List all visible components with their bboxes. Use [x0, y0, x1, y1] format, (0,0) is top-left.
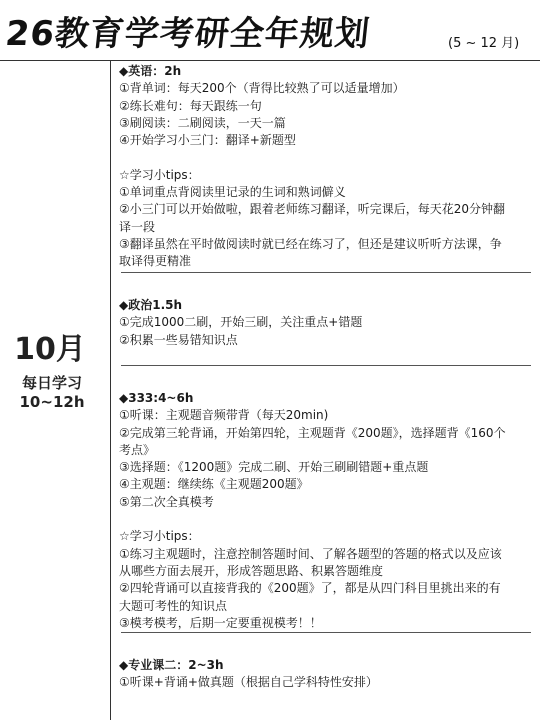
list-item: 译一段	[119, 219, 156, 234]
list-item: ①听课+背诵+做真题（根据自己学科特性安排）	[119, 675, 378, 690]
section-separator	[119, 272, 537, 273]
section-politics	[119, 297, 537, 349]
section-333	[119, 390, 537, 632]
list-item: ②小三门可以开始做啦，跟着老师练习翻译，听完课后，每天花20分钟翻	[119, 202, 506, 217]
list-item: 从哪些方面去展开，形成答题思路、积累答题维度	[119, 563, 384, 578]
blank-line	[119, 149, 537, 166]
list-item: ②练长难句：每天跟练一句	[119, 98, 262, 113]
section-heading: ◆英语：2h	[119, 64, 182, 78]
list-item: ②完成第三轮背诵，开始第四轮，主观题背《200题》，选择题背《160个	[119, 425, 506, 440]
list-item: ①练习主观题时，注意控制答题时间、了解各题型的答题的格式以及应该	[119, 546, 502, 561]
list-item: ③选择题：《1200题》完成二刷、开始三刷刷错题+重点题	[119, 460, 429, 475]
title-date-range: (5 ~ 12 月)	[448, 36, 520, 51]
blank-line	[119, 511, 537, 528]
list-item: 考点》	[119, 442, 156, 457]
list-item: ③刷阅读：二刷阅读，一天一篇	[119, 115, 286, 130]
section-major-course-2	[119, 657, 537, 692]
list-item: ③翻译虽然在平时做阅读时就已经在练习了，但还是建议听听方法课，争	[119, 236, 502, 251]
page-title: 26教育学考研全年规划	[3, 14, 373, 54]
list-item: ⑤第二次全真模考	[119, 494, 214, 509]
list-item: ①听课：主观题音频带背（每天20min)	[119, 408, 329, 423]
section-heading: ◆专业课二：2~3h	[119, 658, 224, 672]
list-item: 大题可考性的知识点	[119, 598, 228, 613]
section-heading: ◆333:4~6h	[119, 391, 194, 405]
list-item: ①单词重点背阅读里记录的生词和熟词僻义	[119, 185, 346, 200]
list-item: ①背单词：每天200个（背得比较熟了可以适量增加）	[119, 81, 405, 96]
tips-heading: ☆学习小tips：	[119, 529, 200, 544]
list-item: 取译得更精准	[119, 254, 192, 269]
header	[0, 0, 540, 62]
daily-hours-label: 10~12h	[19, 393, 85, 411]
list-item: ④开始学习小三门：翻译+新题型	[119, 133, 296, 148]
section-heading: ◆政治1.5h	[119, 298, 183, 312]
column-divider	[110, 60, 111, 720]
list-item: ②四轮背诵可以直接背我的《200题》了，都是从四门科目里挑出来的有	[119, 581, 501, 596]
section-separator	[119, 365, 537, 366]
list-item: ①完成1000二刷，开始三刷，关注重点+错题	[119, 315, 363, 330]
list-item: ②积累一些易错知识点	[119, 332, 238, 347]
month-label: 10月	[14, 332, 86, 367]
section-separator	[119, 632, 537, 633]
list-item: ④主观题：继续练《主观题200题》	[119, 477, 309, 492]
left-column	[0, 60, 110, 720]
list-item: ③模考模考，后期一定要重视模考！！	[119, 615, 322, 630]
daily-study-label: 每日学习	[21, 374, 82, 392]
tips-heading: ☆学习小tips：	[119, 167, 200, 182]
section-english	[119, 63, 537, 271]
